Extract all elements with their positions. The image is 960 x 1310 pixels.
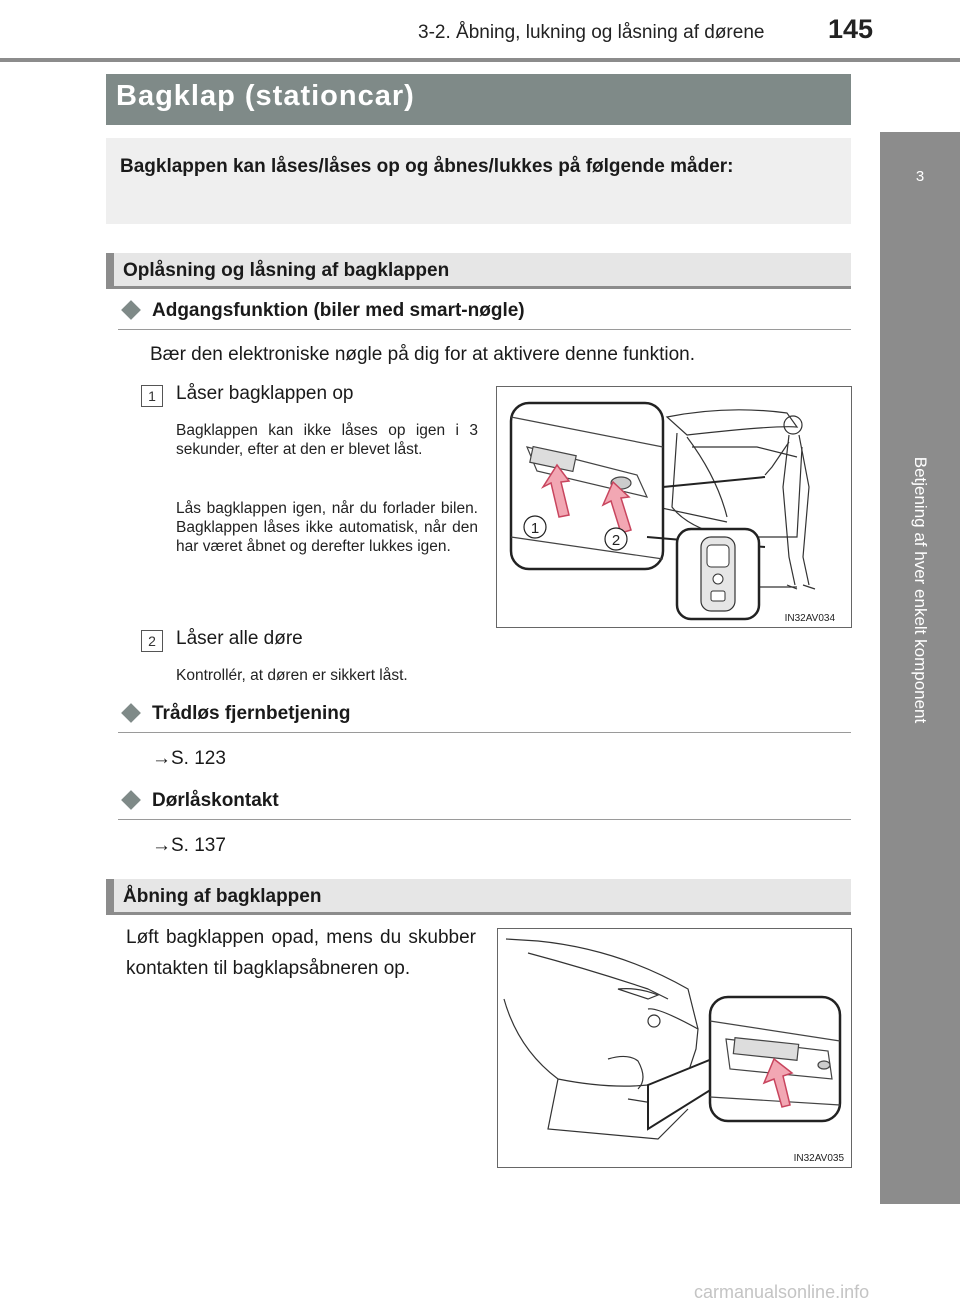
opening-instruction: Løft bagklappen opad, mens du skubber kontakten til bagklapsåbneren op. — [126, 927, 476, 979]
step-1-label: Låser bagklappen op — [176, 383, 354, 404]
callout-2: 2 — [611, 532, 621, 549]
figure-code-2: IN32AV035 — [793, 1153, 844, 1164]
figure-smart-key-illustration — [497, 387, 851, 627]
step-1-note-2: Lås bagklappen igen, når du forlader bilen. Bagklappen låses ikke automatisk, når den har været åbnet og derefter lukkes igen. — [176, 500, 478, 555]
diamond-bullet-icon — [121, 704, 141, 724]
section-heading-opening: Åbning af bagklappen — [123, 886, 322, 907]
subheading-rule — [118, 329, 851, 330]
subheading-smart-key — [118, 300, 525, 322]
diamond-bullet-icon — [121, 301, 141, 321]
subheading-remote — [118, 703, 350, 725]
page-number: 145 — [828, 14, 874, 44]
running-header: 3-2. Åbning, lukning og låsning af dørene — [418, 22, 765, 43]
step-number-2: 2 — [141, 630, 163, 652]
subheading-smart-key-text: Adgangsfunktion (biler med smart-nøgle) — [152, 300, 525, 321]
right-arrow-icon: → — [152, 748, 171, 769]
door-switch-ref-text: S. 137 — [171, 835, 226, 856]
chapter-title: Betjening af hver enkelt komponent — [911, 456, 930, 724]
step-number-1: 1 — [141, 385, 163, 407]
figure-tailgate-opener — [497, 928, 852, 1168]
subheading-door-switch — [118, 790, 279, 812]
diamond-bullet-icon — [121, 791, 141, 811]
figure-tailgate-illustration — [498, 929, 851, 1167]
subheading-rule — [118, 819, 851, 820]
header-rule — [0, 58, 960, 62]
door-switch-page-ref — [152, 835, 226, 857]
section-header-marker — [106, 879, 114, 915]
subheading-remote-text: Trådløs fjernbetjening — [152, 703, 351, 724]
step-2-note: Kontrollér, at døren er sikkert låst. — [176, 667, 408, 684]
remote-page-ref — [152, 748, 226, 770]
step-2-label: Låser alle døre — [176, 628, 303, 649]
section-heading-lock-unlock: Oplåsning og låsning af bagklappen — [123, 260, 450, 281]
chapter-number: 3 — [915, 168, 925, 185]
remote-ref-text: S. 123 — [171, 748, 226, 769]
figure-code-1: IN32AV034 — [784, 613, 835, 624]
figure-smart-key-tailgate — [496, 386, 852, 628]
section-header-marker — [106, 253, 114, 289]
page-title: Bagklap (stationcar) — [116, 80, 415, 112]
footer-watermark: carmanualsonline.info — [694, 1282, 870, 1302]
step-1-note-1: Bagklappen kan ikke låses op igen i 3 sekunder, efter at den er blevet låst. — [176, 422, 478, 458]
subheading-door-switch-text: Dørlåskontakt — [152, 790, 279, 811]
intro-text: Bagklappen kan låses/låses op og åbnes/lukkes på følgende måder: — [120, 156, 734, 177]
smart-key-instruction: Bær den elektroniske nøgle på dig for at aktivere denne funktion. — [150, 344, 695, 365]
subheading-rule — [118, 732, 851, 733]
callout-1: 1 — [530, 520, 540, 537]
right-arrow-icon: → — [152, 835, 171, 856]
